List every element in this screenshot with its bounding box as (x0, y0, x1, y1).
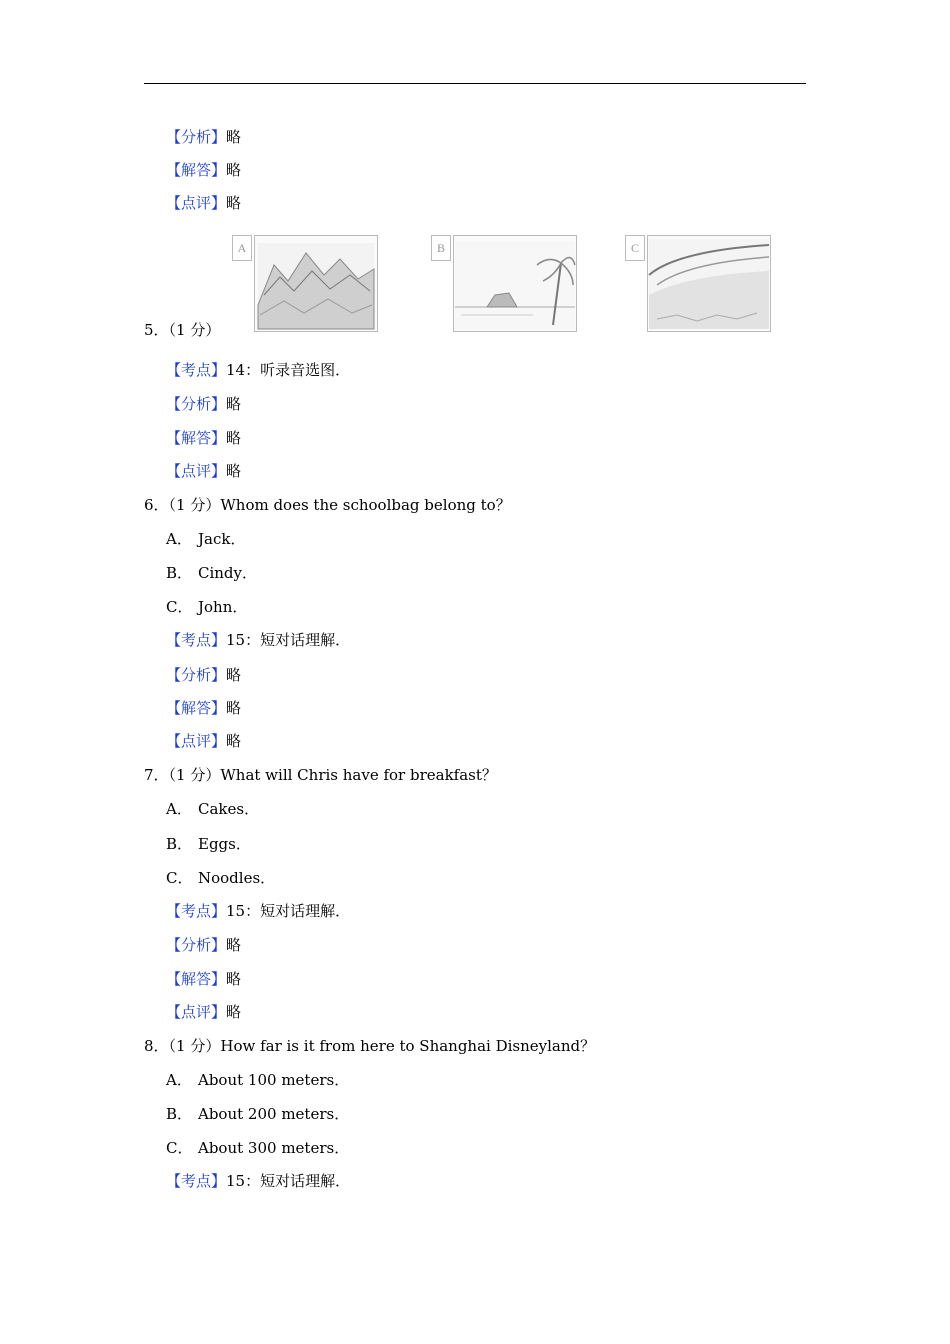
option-letter: C． (166, 869, 193, 887)
question-score: （1 分） (168, 496, 221, 514)
dianping-text: 略 (226, 462, 242, 480)
q6-kaodian-line (166, 631, 350, 649)
picture-label: B (431, 235, 451, 261)
fenxi-text: 略 (226, 128, 242, 146)
q5-picture-c (625, 233, 771, 331)
question-text: Whom does the schoolbag belong to？ (220, 496, 511, 514)
kaodian-tag: 【考点】 (166, 902, 227, 920)
q7-fenxi-line (166, 936, 241, 954)
top-jieda-line (166, 161, 241, 179)
fenxi-tag: 【分析】 (166, 395, 227, 413)
jieda-text: 略 (226, 161, 242, 179)
question-number: 5． (144, 321, 169, 339)
dianping-text: 略 (226, 732, 242, 750)
q5-jieda-line (166, 429, 241, 447)
fenxi-text: 略 (226, 666, 242, 684)
option-text: Noodles． (198, 869, 276, 887)
coastline-picture-icon (647, 235, 771, 332)
q5-picture-options (232, 233, 777, 333)
top-dianping-line (166, 194, 241, 212)
kaodian-text: 15：短对话理解． (226, 631, 351, 649)
option-letter: A． (166, 800, 192, 818)
jieda-tag: 【解答】 (166, 429, 227, 447)
option-letter: B． (166, 1105, 193, 1123)
option-text: About 300 meters． (198, 1139, 350, 1157)
header-rule (144, 83, 806, 84)
jieda-tag: 【解答】 (166, 161, 227, 179)
question-score: （1 分） (168, 321, 221, 339)
q7-dianping-line (166, 1003, 241, 1021)
dianping-tag: 【点评】 (166, 462, 227, 480)
q8-option-c (166, 1139, 349, 1157)
q5-header (144, 321, 220, 339)
option-letter: A． (166, 1071, 192, 1089)
dianping-text: 略 (226, 1003, 242, 1021)
kaodian-tag: 【考点】 (166, 631, 227, 649)
beach-palm-picture-icon (453, 235, 577, 332)
option-letter: C． (166, 1139, 193, 1157)
fenxi-tag: 【分析】 (166, 936, 227, 954)
option-letter: A． (166, 530, 192, 548)
option-letter: B． (166, 835, 193, 853)
fenxi-text: 略 (226, 936, 242, 954)
q6-option-a (166, 530, 245, 548)
kaodian-text: 15：短对话理解． (226, 902, 351, 920)
option-letter: C． (166, 598, 193, 616)
picture-label: A (232, 235, 252, 261)
kaodian-text: 14：听录音选图． (226, 361, 351, 379)
q6-jieda-line (166, 699, 241, 717)
q7-option-b (166, 835, 251, 853)
option-letter: B． (166, 564, 193, 582)
dianping-tag: 【点评】 (166, 732, 227, 750)
q5-fenxi-line (166, 395, 241, 413)
kaodian-tag: 【考点】 (166, 1172, 227, 1190)
fenxi-tag: 【分析】 (166, 666, 227, 684)
question-score: （1 分） (168, 766, 221, 784)
q7-kaodian-line (166, 902, 350, 920)
q5-dianping-line (166, 462, 241, 480)
option-text: Jack． (198, 530, 246, 548)
jieda-text: 略 (226, 970, 242, 988)
q8-option-a (166, 1071, 349, 1089)
q6-header (144, 496, 511, 514)
question-number: 8． (144, 1037, 169, 1055)
kaodian-tag: 【考点】 (166, 361, 227, 379)
q8-header (144, 1037, 595, 1055)
q5-kaodian-line (166, 361, 350, 379)
q8-kaodian-line (166, 1172, 350, 1190)
q7-jieda-line (166, 970, 241, 988)
question-text: What will Chris have for breakfast？ (220, 766, 497, 784)
dianping-text: 略 (226, 194, 242, 212)
question-number: 7． (144, 766, 169, 784)
q6-fenxi-line (166, 666, 241, 684)
option-text: Cindy． (198, 564, 258, 582)
q7-option-a (166, 800, 259, 818)
picture-label: C (625, 235, 645, 261)
option-text: About 200 meters． (198, 1105, 350, 1123)
mountains-picture-icon (254, 235, 378, 332)
q7-option-c (166, 869, 275, 887)
question-text: How far is it from here to Shanghai Disneyland？ (220, 1037, 596, 1055)
question-number: 6． (144, 496, 169, 514)
option-text: Cakes． (198, 800, 260, 818)
top-fenxi-line (166, 128, 241, 146)
fenxi-tag: 【分析】 (166, 128, 227, 146)
jieda-text: 略 (226, 429, 242, 447)
option-text: Eggs． (198, 835, 251, 853)
q6-option-b (166, 564, 257, 582)
dianping-tag: 【点评】 (166, 1003, 227, 1021)
question-score: （1 分） (168, 1037, 221, 1055)
option-text: John． (198, 598, 248, 616)
jieda-tag: 【解答】 (166, 699, 227, 717)
q6-option-c (166, 598, 247, 616)
q7-header (144, 766, 497, 784)
q8-option-b (166, 1105, 349, 1123)
option-text: About 100 meters． (198, 1071, 350, 1089)
jieda-text: 略 (226, 699, 242, 717)
kaodian-text: 15：短对话理解． (226, 1172, 351, 1190)
dianping-tag: 【点评】 (166, 194, 227, 212)
q5-picture-a (232, 233, 378, 331)
q5-picture-b (431, 233, 577, 331)
q6-dianping-line (166, 732, 241, 750)
fenxi-text: 略 (226, 395, 242, 413)
jieda-tag: 【解答】 (166, 970, 227, 988)
